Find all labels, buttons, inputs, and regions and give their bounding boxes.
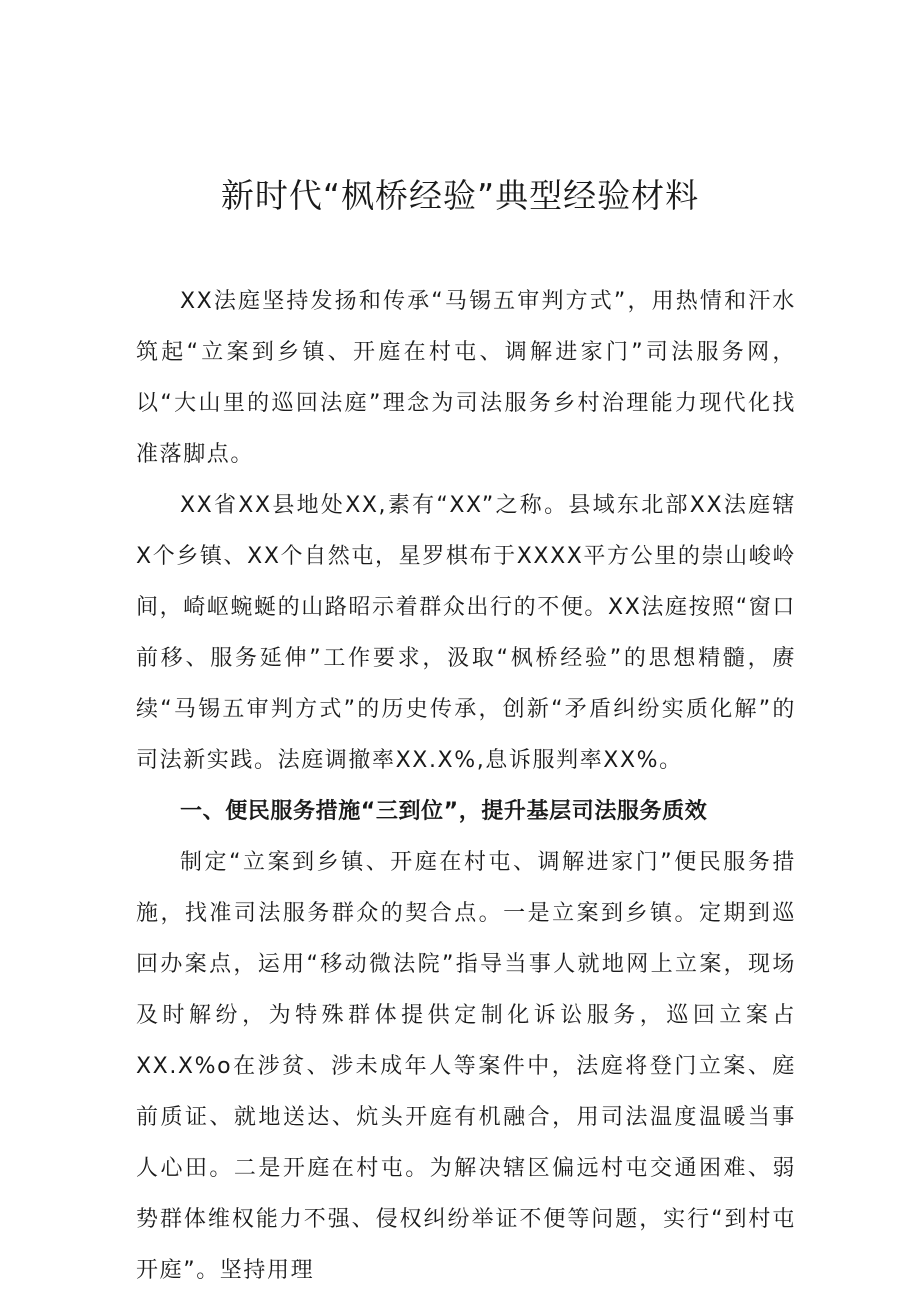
intro-paragraph: XX法庭坚持发扬和传承“马锡五审判方式”，用热情和汗水筑起“立案到乡镇、开庭在村屯、调解进家门”司法服务网，以“大山里的巡回法庭”理念为司法服务乡村治理能力现代化找准落脚点。	[136, 289, 796, 467]
document-title: 新时代“枫桥经验”典型经验材料	[220, 176, 700, 215]
section-1-paragraph: 制定“立案到乡镇、开庭在村屯、调解进家门”便民服务措施，找准司法服务群众的契合点。一是立案到乡镇。定期到巡回办案点，运用“移动微法院”指导当事人就地网上立案，现场及时解纷，为特殊群体提供定制化诉讼服务，巡回立案占XX.X%o在涉贫、涉未成年人等案件中，法庭将登门立案、庭前质证、就地送达、炕头开庭有机融合，用司法温度温暖当事人心田。二是开庭在村屯。为解决辖区偏远村屯交通困难、弱势群体维权能力不强、侵权纠纷举证不便等问题，实行“到村屯开庭”。坚持用理	[136, 850, 796, 1283]
background-paragraph: XX省XX县地处XX,素有“XX”之称。县域东北部XX法庭辖X个乡镇、XX个自然屯，星罗棋布于XXXX平方公里的崇山峻岭间，崎岖蜿蜒的山路昭示着群众出行的不便。XX法庭按照“窗口前移、服务延伸”工作要求，汲取“枫桥经验”的思想精髓，赓续“马锡五审判方式”的历史传承，创新“矛盾纠纷实质化解”的司法新实践。法庭调撤率XX.X%,息诉服判率XX%。	[136, 493, 796, 773]
section-heading-1: 一、便民服务措施“三到位”，提升基层司法服务质效	[180, 799, 708, 824]
document-body	[136, 276, 796, 1296]
